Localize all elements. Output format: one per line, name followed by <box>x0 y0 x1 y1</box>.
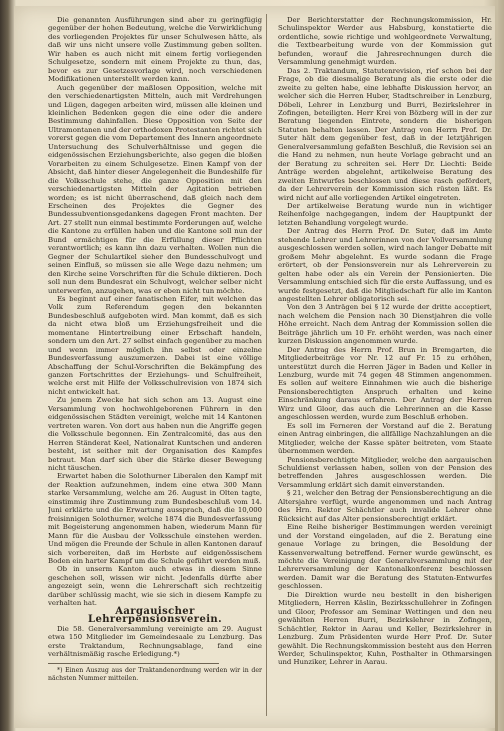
left-paragraph-1: Die genannten Ausführungen sind aber zu geringfügig gegenüber der hohen Bedeutung, welche die Verwirklichung des vorliegenden Projektes für unser Schulwesen hätte, als daß wir uns nicht unsere volle Zustimmung geben sollten. Wir haben es auch nicht mit einem fertig vorliegenden Schulgesetze, sondern mit einem Projekte zu thun, das, bevor es zur Gesetzesvorlage wird, noch verschiedenen Modifikationen unterstellt werden kann. <box>48 16 262 84</box>
page-edge <box>495 0 498 731</box>
left-paragraph-6: Ob in unserm Kanton auch etwas in diesem Sinne geschehen soll, wissen wir nicht. Jedenfalls dürfte aber angezeigt sein, wenn die Lehrerschaft sich rechtzeitig darüber schlüssig macht, wie sie sich in diesem Kampfe zu verhalten hat. <box>48 565 262 608</box>
document-page <box>14 6 498 728</box>
right-paragraph-9: § 21, welcher den Betrag der Pensionsberechtigung an die Altersjahre verfügt, wurde angenommen und nach Antrag des Hrn. Rektor Schächtler auch invalide Lehrer ohne Rücksicht auf das Alter pensionsberechtigt erklärt. <box>278 489 492 523</box>
left-paragraph-3: Es beginnt auf einer fanatischen Eifer, mit welchen das Volk zum Referendum gegen den bekannten Bundesbeschluß aufgeboten wird. Man kommt, daß es sich da nicht etwa bloß um Erziehungsfreiheit und die momentane Hintertreibung einer Erbschaft handeln, sondern um den Art. 27 selbst einfach gegenüber zu machen und wenn immer möglich ihn selbst oder einzelne Bundesverfassung auszumerzen. Dabei ist eine völlige Abschaffung der Schul-Vorschriften die Bekämpfung des ganzen Fortschrittes der Erziehungs- und Schulfreiheit, welche erst mit Hilfe der Volksschulrevision von 1874 sich nicht entwickelt hat. <box>48 294 262 396</box>
left-paragraph-2: Auch gegenüber der maßlosen Opposition, welche mit den verschiedenartigsten Mitteln, auch mit Verdrehungen und Lügen, dagegen arbeiten wird, müssen alle kleinen und kleinlichen Bedenken gegen die eine oder die andere Bestimmung dahinfallen. Diese Opposition von Seite der Ultramontanen und der orthodoxen Protestanten richtet sich vorerst gegen die vom Departement des Innern angeordnete Untersuchung des Schulverhältnisse und gegen die eidgenössischen Erziehungsberichte, also gegen die bloßen Vorarbeiten zu einem Schulgesetze. Einen Kampf von der Absicht, daß hinter dieser Angelegenheit die Bundeshilfe für die Volksschule stehe, die ganze Opposition mit den verschiedenartigsten Mitteln der Agitation betrieben worden; es ist nicht überraschend, daß gleich nach dem Erscheinen des Projektes die Gegner des Bundessubventionsgedankens dagegen Front machten. Der Art. 27 stellt nun einmal bestimmte Forderungen auf, welche die Kantone zu erfüllen haben und die Kantone soll nun der Bund ermächtigen für die Erfüllung dieser Pflichten verantwortlich; es kann ihn dazu verhalten. Wollen nun die Gegner der Schulartikel sieher den Bundesschulvogt und seinen Einfluß, so müssen sie alle Wege dazu nehmen; um den Kirche seine Vorschriften für die Schule diktieren. Doch soll nun dem Bundesrat ein Schulvogt, welcher selber nicht unterwerfen, anzugehen, was er eben nicht tun möchte. <box>48 83 262 295</box>
right-paragraph-11: Die Direktion wurde neu bestellt in den bisherigen Mitgliedern, Herren Käslin, Bezirksschullehrer in Zofingen und Gloor, Professor am Seminar Wettingen und den neu gewählten Herren Burri, Bezirkslehrer in Zofingen, Schächtler, Rektor in Aarau und Keller, Bezirkslehrer in Lenzburg. Zum Präsidenten wurde Herr Prof. Dr. Suter gewählt. Die Rechnungskommission besteht aus den Herren Werder, Schulinspektor, Kuhn, Posthalter in Othmarsingen und Hunziker, Lehrer in Aarau. <box>278 590 492 667</box>
right-paragraph-5: Von den 3 Anträgen bei § 12 wurde der dritte acceptiert, nach welchem die Pension nach 30 Dienstjahren die volle Höhe erreicht. Nach dem Antrag der Kommission sollen die Beiträge jährlich um 10 Fr. erhöht werden, was nach einer kurzen Diskussion angenommen wurde. <box>278 303 492 346</box>
right-paragraph-1: Der Berichterstatter der Rechnungskommission, Hr. Schulinspektor Werder aus Habsburg, konstatierte die ordentliche, sowie richtige und wohlgeordnete Verwaltung, die Textbearbeitung wurde von der Kommission gut befunden, worauf die Jahresrechnungen durch die Versammlung genehmigt wurden. <box>278 16 492 67</box>
footnote-text: *) Einen Auszug aus der Traktandenordnung werden wir in der nächsten Nummer mitteilen. <box>48 667 262 682</box>
footnote-block <box>48 663 262 682</box>
section-heading: Aargauischer Lehrerpensionsverein. <box>88 605 222 626</box>
right-paragraph-2: Das 2. Traktandum, Statutenrevision, rief schon bei der Frage, ob die diesmalige Beratung als die erste oder die zweite zu gelten habe, eine lebhafte Diskussion hervor, an welcher sich die Herren Huber, Stadtschreiber in Lenzburg, Döbeli, Lehrer in Lenzburg und Burri, Bezirkslehrer in Zofingen, beteiligten. Herr Krei von Bözberg will in der zur Beratung liegenden Eintrete, sondern die bisherigen Statuten behalten lassen. Der Antrag von Herrn Prof. Dr. Suter hält dem gegenüber fest, daß in der letztjährigen Generalversammlung gefaßten Beschluß, die Revision sei an die Hand zu nehmen, nun heute Vorlage gebracht und an der Beratung zu schreiten sei. Herr Dr. Liechti: Beide Anträge werden abgelehnt, artikelweise Beratung des zweiten Entwurfes beschlossen und diese rasch gefördert, da der Lehrerverein der Kommission sich rüsten läßt. Es wird nicht auf alle vorliegenden Artikel eingetreten. <box>278 66 492 202</box>
left-paragraph-5: Erwartet haben die Solothurner Liberalen den Kampf mit der Reaktion aufzunehmen, indem eine etwa 300 Mann starke Versammlung, welche am 26. August in Olten tagte, einstimmig ihre Zustimmung zum Bundesbeschluß vom 14. Juni erklärte und die Erwartung aussprach, daß die 10,000 freisinnigen Solothurner, welche 1874 die Bundesverfassung mit Begeisterung angenommen haben, wiederum Mann für Mann für die Ausbau der Volksschule einstehen werden. Und mögen die Freunde der Schule in allen Kantonen darauf sich vorbereiten, daß im Herbste auf eidgenössischem Boden ein harter Kampf um die Schule geführt werden muß. <box>48 472 262 565</box>
right-paragraph-10: Eine Reihe bisheriger Bestimmungen werden vereinigt und der Vorstand eingeladen, auf die 2. Beratung eine genaue Vorlage zu bringen, die Besoldung der Kassenverwaltung betreffend. Ferner wurde gewünscht, es möchte die Vereinigung der Generalversammlung mit der Lehrerversammlung der Kantonalkonferenz beschlossen werden. Damit war die Beratung des Statuten-Entwurfes geschlossen. <box>278 523 492 591</box>
section-paragraph: Die 58. Generalversammlung vereinigte am 29. August etwa 150 Mitglieder im Gemeindesaale zu Lenzburg. Das erste Traktandum, Rechnungsablage, fand eine verhältnismäßig rasche Erledigung.*) <box>48 624 262 658</box>
right-paragraph-8: Pensionsberechtigte Mitglieder, welche den aargauischen Schuldienst verlassen haben, sollen von der Pension des betreffenden Jahres ausgeschlossen werden. Die Versammlung erklärt sich damit einverstanden. <box>278 455 492 489</box>
right-paragraph-6: Der Antrag des Herrn Prof. Brun in Bremgarten, die Mitgliederbeiträge vor Nr. 12 auf Fr. 15 zu erhöhen, unterstützt durch die Herren Jäger in Baden und Keller in Lenzburg, wurde mit 74 gegen 48 Stimmen angenommen. Es sollen auf weitere Einnahmen wie auch die bisherige Pensionsberechtigten Anspruch erhalten und keine Einschränkung daraus erfahren. Der Antrag der Herren Wirz und Gloor, das auch die Lehrerinnen an die Kasse angeschlossen werden, wurde zum Beschluß erhoben. <box>278 345 492 422</box>
right-paragraph-4: Der Antrag des Herrn Prof. Dr. Suter, daß im Amte stehende Lehrer und Lehrerinnen von der Vollversammlung ausgeschlossen werden sollen, wird nach langer Debatte mit großem Mehr abgelehnt. Es wurde sodann die Frage erörtert, ob der Pensionsverein nur als Lehrerverein zu gelten habe oder als ein Verein der Pensionierten. Die Versammlung entschied sich für die erste Auffassung, und es wurde festgesetzt, daß die Mitgliedschaft für alle im Kanton angestellten Lehrer obligatorisch sei. <box>278 227 492 303</box>
right-paragraph-7: Es soll im Ferneren der Vorstand auf die 2. Beratung einen Antrag einbringen, die allfällige Nachzahlungen an die Mitglieder, welche der Kasse später beitreten, vom Staate übernommen werden. <box>278 421 492 456</box>
right-paragraph-3: Der artikelweise Beratung wurde nun in wichtiger Reihenfolge nachgegangen, indem der Hauptpunkt der letzten Behandlung vorgelegt wurde. <box>278 201 492 227</box>
left-column <box>48 16 262 716</box>
right-column <box>278 16 492 716</box>
column-divider <box>266 14 267 716</box>
left-paragraph-4: Zu jenem Zwecke hat sich schon am 13. August eine Versammlung von hochwohlgeborenen Führern in den eidgenössischen Städten vereinigt, welche mit 14 Kantonen vertreten waren. Von dort aus haben nun die Angriffe gegen die Volksschule begonnen. Ein Zentralcomité, das aus den Herren Ständerat Keel, Nationalrat Kuntschen und anderen besteht, ist seither mit der Organisation des Kampfes betraut. Man darf sich über die Stärke dieser Bewegung nicht täuschen. <box>48 396 262 473</box>
